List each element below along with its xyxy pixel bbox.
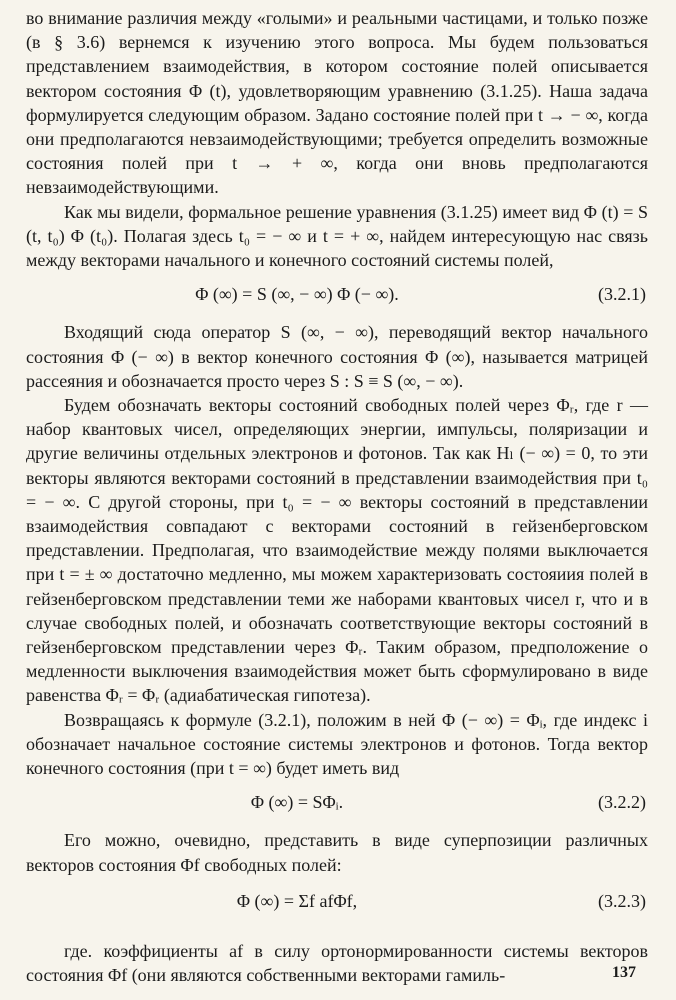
paragraph-7: где. коэффициенты af в силу ортонормированности системы векторов состояния Φf (они являются собственными векторами гамиль- (26, 940, 648, 986)
paragraph-4: Будем обозначать векторы состояний свободных полей через Φᵣ, где r — набор квантовых чисел, определяющих энергии, импульсы, поляризации и другие величины отдельных электронов и фотонов. Так как Hₗ (− ∞) = 0, то эти векторы являются векторами состояний в представлении взаимодействия при t₀ = − ∞. С другой стороны, при t₀ = − ∞ векторы состояний в представлении взаимодействия совпадают с векторами состояний в гейзенберговском представлении. Предполагая, что взаимодействие между полями выключается при t = ± ∞ достаточно медленно, мы можем характеризовать состояиия полей в гейзенберговском представлении теми же наборами квантовых чисел r, что и в случае свободных полей, и обозначать соответствующие векторы состояний в гейзенберговском представлении через Φᵣ. Таким образом, предположение о медленности выключения взаимодействия может быть сформулировано в виде равенства Φᵣ = Φᵣ (адиабатическая гипотеза). (26, 395, 648, 706)
equation-3-2-2 (26, 790, 648, 814)
page-body (26, 6, 648, 987)
paragraph-1: во внимание различия между «голыми» и реальными частицами, и только позже (в § 3.6) вернемся к изучению этого вопроса. Мы будем пользоваться представлением взаимодействия, в котором состояние полей описывается вектором состояния Φ (t), удовлетворяющим уравнению (3.1.25). Наша задача формулируется следующим образом. Задано состояние полей при t → − ∞, когда они предполагаются невзаимодействующими; требуется определить возможные состояния полей при t → + ∞, когда они вновь предполагаются невзаимодействующими. (26, 8, 648, 198)
equation-formula: Φ (∞) = Σf afΦf, (236, 890, 358, 911)
paragraph-5: Возвращаясь к формуле (3.2.1), положим в ней Φ (− ∞) = Φᵢ, где индекс i обозначает начальное состояние системы электронов и фотонов. Тогда вектор конечного состояния (при t = ∞) будет иметь вид (26, 709, 648, 779)
equation-3-2-3 (26, 877, 648, 929)
equation-formula: Φ (∞) = SΦᵢ. (250, 792, 344, 813)
equation-formula: Φ (∞) = S (∞, − ∞) Φ (− ∞). (195, 284, 399, 305)
equation-number: (3.2.1) (598, 284, 646, 305)
page-number: 137 (612, 964, 636, 981)
paragraph-2: Как мы видели, формальное решение уравнения (3.1.25) имеет вид Φ (t) = S (t, t₀) Φ (t₀). Полагая здесь t₀ = − ∞ и t = + ∞, найдем интересующую нас связь между векторами начального и конечного состояний системы полей, (26, 201, 648, 271)
equation-3-2-1 (26, 282, 648, 306)
paragraph-3: Входящий сюда оператор S (∞, − ∞), переводящий вектор начального состояния Φ (− ∞) в вектор конечного состояния Φ (∞), называется матрицей рассеяния и обозначается просто через S : S ≡ S (∞, − ∞). (26, 322, 648, 391)
paragraph-6: Его можно, очевидно, представить в виде суперпозиции различных векторов состояния Φf свободных полей: (26, 830, 648, 875)
equation-number: (3.2.2) (598, 792, 646, 813)
equation-number: (3.2.3) (598, 890, 646, 911)
